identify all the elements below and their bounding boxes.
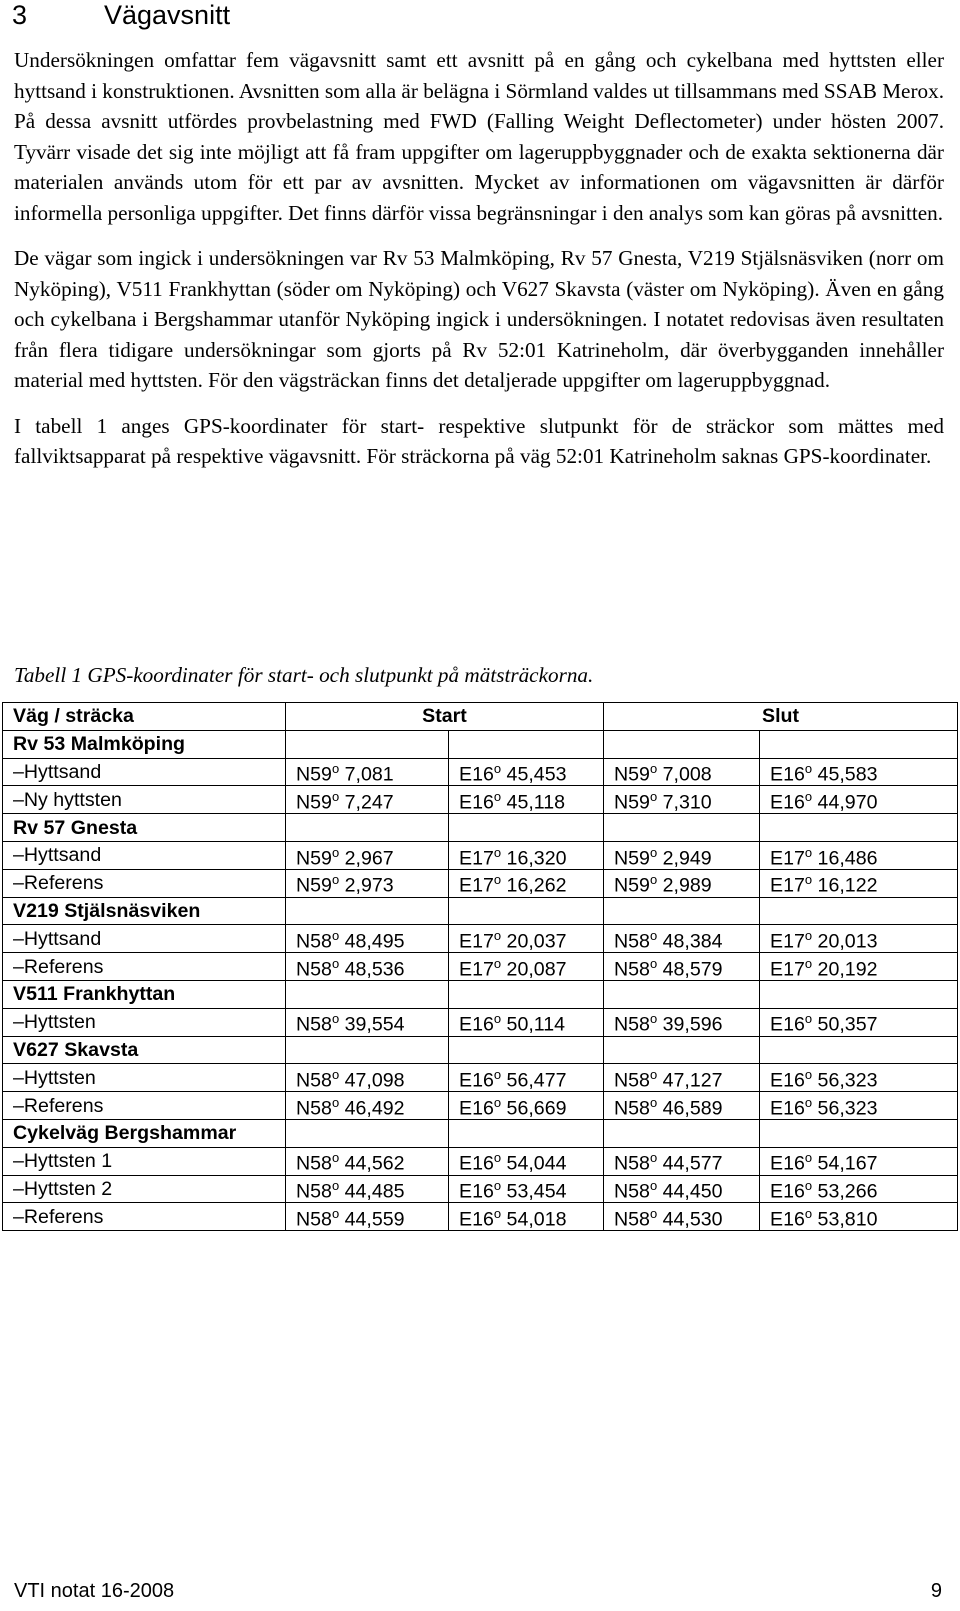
coordinate-cell: E16$^o$ 50,357	[760, 1008, 958, 1036]
coordinate-cell: N58$^o$ 44,530	[604, 1203, 760, 1231]
road-name: V511 Frankhyttan	[3, 980, 286, 1008]
empty-cell	[604, 980, 760, 1008]
coordinate-cell: N58$^o$ 44,562	[286, 1147, 449, 1175]
coordinate-cell: N58$^o$ 48,384	[604, 925, 760, 953]
empty-cell	[604, 897, 760, 925]
coordinate-cell: N59$^o$ 2,973	[286, 869, 449, 897]
coordinate-cell: N58$^o$ 47,098	[286, 1064, 449, 1092]
table-body	[3, 730, 958, 1230]
section-label: –Hyttsten	[3, 1008, 286, 1036]
empty-cell	[286, 814, 449, 842]
road-name: Cykelväg Bergshammar	[3, 1119, 286, 1147]
section-number: 3	[12, 0, 28, 30]
coordinate-cell: E16$^o$ 45,453	[449, 758, 604, 786]
section-label: –Hyttsten 1	[3, 1147, 286, 1175]
coordinate-cell: N58$^o$ 48,495	[286, 925, 449, 953]
coordinate-cell: E16$^o$ 54,167	[760, 1147, 958, 1175]
table-group-row	[3, 730, 958, 758]
section-label: –Referens	[3, 953, 286, 981]
section-title: Vägavsnitt	[104, 0, 231, 30]
coordinate-cell: N58$^o$ 48,579	[604, 953, 760, 981]
coordinate-cell: E17$^o$ 20,037	[449, 925, 604, 953]
empty-cell	[286, 980, 449, 1008]
table-caption: Tabell 1 GPS-koordinater för start- och slutpunkt på mätsträckorna.	[14, 663, 594, 687]
coordinate-cell: E16$^o$ 56,323	[760, 1092, 958, 1120]
table-group-row	[3, 1036, 958, 1064]
empty-cell	[449, 897, 604, 925]
empty-cell	[760, 730, 958, 758]
empty-cell	[760, 980, 958, 1008]
coordinate-cell: E16$^o$ 45,118	[449, 786, 604, 814]
paragraph: De vägar som ingick i undersökningen var Rv 53 Malmköping, Rv 57 Gnesta, V219 Stjälsnäsviken (norr om Nyköping), V511 Frankhyttan (söder om Nyköping) och V627 Skavsta (väster om Nyköping). Även en gång och cykelbana i Bergshammar utanför Nyköping ingick i undersökningen. I notatet redovisas även resultaten från flera tidigare undersökningar som gjorts på Rv 52:01 Katrineholm, där överbygganden innehåller material med hyttsten. För den vägsträckan finns det detaljerade uppgifter om lageruppbyggnad.	[14, 246, 944, 392]
table-header-row	[3, 703, 958, 731]
coordinate-cell: E16$^o$ 44,970	[760, 786, 958, 814]
table-row	[3, 1092, 958, 1120]
empty-cell	[760, 1036, 958, 1064]
coordinate-cell: N58$^o$ 46,492	[286, 1092, 449, 1120]
table-row	[3, 1175, 958, 1203]
footer-report-id: VTI notat 16-2008	[14, 1580, 175, 1602]
coordinate-cell: E16$^o$ 56,323	[760, 1064, 958, 1092]
coordinate-cell: N59$^o$ 7,081	[286, 758, 449, 786]
coordinate-cell: N59$^o$ 7,247	[286, 786, 449, 814]
coordinate-cell: E16$^o$ 56,669	[449, 1092, 604, 1120]
coordinate-cell: N58$^o$ 44,485	[286, 1175, 449, 1203]
header-road: Väg / sträcka	[3, 703, 286, 731]
coordinate-cell: E17$^o$ 16,486	[760, 841, 958, 869]
coordinate-cell: N59$^o$ 2,949	[604, 841, 760, 869]
paragraph: Undersökningen omfattar fem vägavsnitt samt ett avsnitt på en gång och cykelbana med hyttsten eller hyttsand i konstruktionen. Avsnitten som alla är belägna i Sörmland valdes ut tillsammans med SSAB Merox. På dessa avsnitt utfördes provbelastning med FWD (Falling Weight Deflectometer) under hösten 2007. Tyvärr visade det sig inte möjligt att få fram uppgifter om lageruppbyggnader och de exakta sektionerna där materialen används utom för ett par av avsnitten. Mycket av informationen om vägavsnitten är därför informella personliga uppgifter. Det finns därför vissa begränsningar i den analys som kan göras på avsnitten.	[14, 48, 944, 225]
table-row	[3, 1203, 958, 1231]
coordinate-cell: E16$^o$ 56,477	[449, 1064, 604, 1092]
table-row	[3, 758, 958, 786]
empty-cell	[449, 980, 604, 1008]
paragraph: I tabell 1 anges GPS-koordinater för start- respektive slutpunkt för de sträckor som mättes med fallviktsapparat på respektive vägavsnitt. För sträckorna på väg 52:01 Katrineholm saknas GPS-koordinater.	[14, 413, 944, 468]
empty-cell	[760, 814, 958, 842]
coordinate-cell: N58$^o$ 44,450	[604, 1175, 760, 1203]
section-label: –Hyttsten 2	[3, 1175, 286, 1203]
section-label: –Hyttsand	[3, 758, 286, 786]
coordinate-cell: E16$^o$ 53,454	[449, 1175, 604, 1203]
empty-cell	[449, 814, 604, 842]
header-end: Slut	[604, 703, 958, 731]
table-group-row	[3, 1119, 958, 1147]
coordinate-cell: N59$^o$ 7,310	[604, 786, 760, 814]
section-label: –Ny hyttsten	[3, 786, 286, 814]
gps-table	[2, 702, 958, 1231]
table-row	[3, 953, 958, 981]
empty-cell	[449, 730, 604, 758]
coordinate-cell: E16$^o$ 45,583	[760, 758, 958, 786]
coordinate-cell: E16$^o$ 54,018	[449, 1203, 604, 1231]
coordinate-cell: N58$^o$ 47,127	[604, 1064, 760, 1092]
coordinate-cell: N58$^o$ 39,554	[286, 1008, 449, 1036]
empty-cell	[449, 1036, 604, 1064]
empty-cell	[286, 1036, 449, 1064]
page-number: 9	[930, 1580, 942, 1602]
section-label: –Referens	[3, 869, 286, 897]
section-label: –Referens	[3, 1092, 286, 1120]
road-name: Rv 57 Gnesta	[3, 814, 286, 842]
table-row	[3, 869, 958, 897]
road-name: V219 Stjälsnäsviken	[3, 897, 286, 925]
coordinate-cell: E17$^o$ 16,262	[449, 869, 604, 897]
coordinate-cell: N58$^o$ 48,536	[286, 953, 449, 981]
table-row	[3, 925, 958, 953]
empty-cell	[604, 730, 760, 758]
road-name: V627 Skavsta	[3, 1036, 286, 1064]
table-row	[3, 786, 958, 814]
empty-cell	[604, 1036, 760, 1064]
empty-cell	[760, 1119, 958, 1147]
section-label: –Hyttsand	[3, 841, 286, 869]
coordinate-cell: N58$^o$ 39,596	[604, 1008, 760, 1036]
coordinate-cell: E17$^o$ 16,122	[760, 869, 958, 897]
coordinate-cell: E17$^o$ 16,320	[449, 841, 604, 869]
table-group-row	[3, 980, 958, 1008]
table-group-row	[3, 897, 958, 925]
coordinate-cell: E17$^o$ 20,013	[760, 925, 958, 953]
empty-cell	[760, 897, 958, 925]
body-text	[14, 45, 944, 487]
section-label: –Hyttsten	[3, 1064, 286, 1092]
section-heading	[12, 0, 230, 30]
coordinate-cell: E16$^o$ 50,114	[449, 1008, 604, 1036]
table-row	[3, 1064, 958, 1092]
table-row	[3, 841, 958, 869]
empty-cell	[449, 1119, 604, 1147]
coordinate-cell: E17$^o$ 20,087	[449, 953, 604, 981]
coordinate-cell: E16$^o$ 53,810	[760, 1203, 958, 1231]
coordinate-cell: N59$^o$ 2,967	[286, 841, 449, 869]
coordinate-cell: E16$^o$ 53,266	[760, 1175, 958, 1203]
coordinate-cell: N59$^o$ 7,008	[604, 758, 760, 786]
coordinate-cell: N58$^o$ 46,589	[604, 1092, 760, 1120]
empty-cell	[604, 1119, 760, 1147]
table-row	[3, 1008, 958, 1036]
table-row	[3, 1147, 958, 1175]
section-label: –Referens	[3, 1203, 286, 1231]
coordinate-cell: N59$^o$ 2,989	[604, 869, 760, 897]
coordinate-cell: N58$^o$ 44,577	[604, 1147, 760, 1175]
section-label: –Hyttsand	[3, 925, 286, 953]
empty-cell	[604, 814, 760, 842]
table-group-row	[3, 814, 958, 842]
coordinate-cell: N58$^o$ 44,559	[286, 1203, 449, 1231]
empty-cell	[286, 730, 449, 758]
road-name: Rv 53 Malmköping	[3, 730, 286, 758]
coordinate-cell: E16$^o$ 54,044	[449, 1147, 604, 1175]
coordinate-cell: E17$^o$ 20,192	[760, 953, 958, 981]
header-start: Start	[286, 703, 604, 731]
empty-cell	[286, 897, 449, 925]
empty-cell	[286, 1119, 449, 1147]
